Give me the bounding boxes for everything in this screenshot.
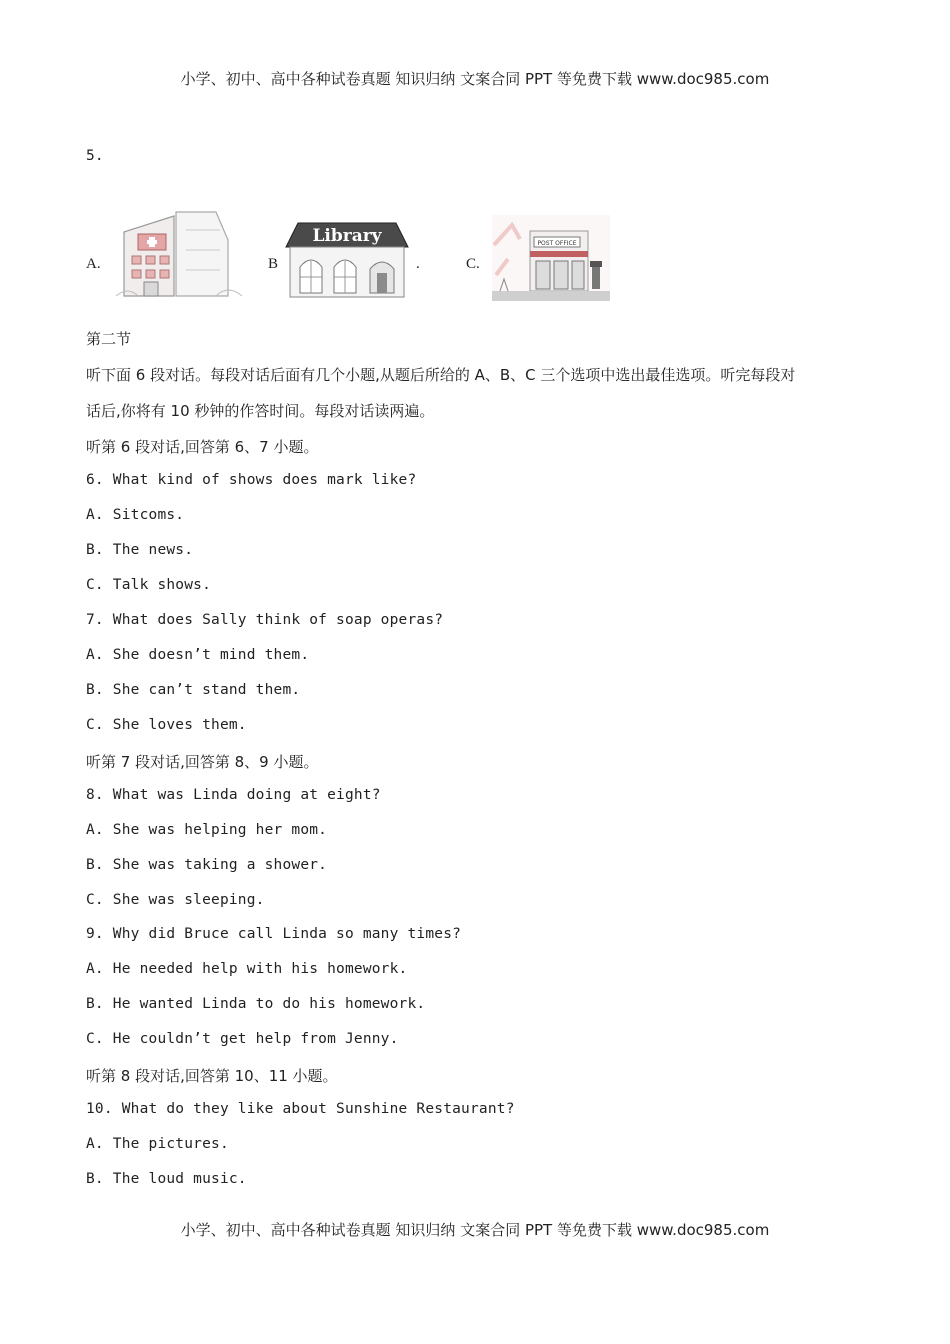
q9-option-c: C. He couldn’t get help from Jenny. — [86, 1031, 399, 1047]
q6-option-b: B. The news. — [86, 542, 194, 558]
post-office-picture — [492, 215, 610, 301]
section-instructions-line1: 听下面 6 段对话。每段对话后面有几个小题,从题后所给的 A、B、C 三个选项中选出最佳选项。听完每段对 — [86, 366, 796, 384]
option-a-label: A. — [86, 256, 101, 272]
dialogue-8-heading: 听第 8 段对话,回答第 10、11 小题。 — [86, 1067, 338, 1085]
question-5-number: 5. — [86, 148, 104, 164]
section-instructions-line2: 话后,你将有 10 秒钟的作答时间。每段对话读两遍。 — [86, 402, 435, 420]
library-sign-text: Library — [312, 226, 382, 246]
option-b-label: B — [268, 256, 279, 272]
q9-option-b: B. He wanted Linda to do his homework. — [86, 996, 426, 1012]
q6-option-a: A. Sitcoms. — [86, 507, 185, 523]
q8-option-b: B. She was taking a shower. — [86, 857, 328, 873]
option-c-label: C. — [466, 256, 480, 272]
option-b-dot: . — [416, 256, 420, 272]
q8-option-a: A. She was helping her mom. — [86, 822, 328, 838]
dialogue-7-heading: 听第 7 段对话,回答第 8、9 小题。 — [86, 753, 319, 771]
header-banner: 小学、初中、高中各种试卷真题 知识归纳 文案合同 PPT 等免费下载 www.doc985.com — [180, 70, 770, 88]
question-10: 10. What do they like about Sunshine Restaurant? — [86, 1101, 515, 1117]
q7-option-a: A. She doesn’t mind them. — [86, 647, 310, 663]
footer-banner: 小学、初中、高中各种试卷真题 知识归纳 文案合同 PPT 等免费下载 www.doc985.com — [180, 1221, 770, 1239]
hospital-picture — [116, 210, 244, 300]
question-6: 6. What kind of shows does mark like? — [86, 472, 417, 488]
q9-option-a: A. He needed help with his homework. — [86, 961, 408, 977]
question-7: 7. What does Sally think of soap operas? — [86, 612, 444, 628]
post-office-sign-text: POST OFFICE — [537, 240, 577, 247]
q7-option-b: B. She can’t stand them. — [86, 682, 301, 698]
q8-option-c: C. She was sleeping. — [86, 892, 265, 908]
q10-option-a: A. The pictures. — [86, 1136, 229, 1152]
dialogue-6-heading: 听第 6 段对话,回答第 6、7 小题。 — [86, 438, 319, 456]
question-8: 8. What was Linda doing at eight? — [86, 787, 381, 803]
library-picture — [284, 215, 410, 299]
section-title: 第二节 — [86, 330, 132, 348]
q7-option-c: C. She loves them. — [86, 717, 247, 733]
question-9: 9. Why did Bruce call Linda so many times? — [86, 926, 462, 942]
q10-option-b: B. The loud music. — [86, 1171, 247, 1187]
q6-option-c: C. Talk shows. — [86, 577, 212, 593]
